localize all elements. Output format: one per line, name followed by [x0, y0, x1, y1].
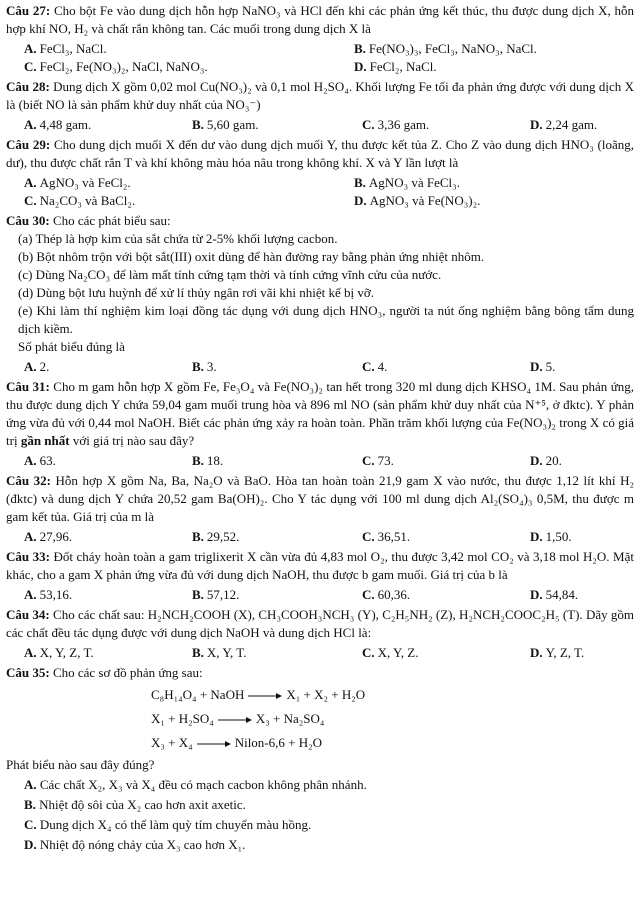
option-d[interactable]: D. AgNO₃ và Fe(NO₃)₂. — [354, 193, 481, 208]
question-ask: Phát biểu nào sau đây đúng? — [6, 757, 155, 772]
question-33 — [6, 548, 634, 584]
options-27 — [6, 40, 634, 76]
question-32 — [6, 472, 634, 526]
options-29 — [6, 174, 634, 210]
option-c[interactable]: C. 73. — [362, 453, 394, 468]
option-b[interactable]: B. 29,52. — [192, 529, 240, 544]
question-stem: Cho các chất sau: H₂NCH₂COOH (X), CH₃COOH₃NCH₃ (Y), C₂H₅NH₂ (Z), H₂NCH₂COOC₂H₅ (T). Dãy gồm các chất đều tác dụng được với dung dịch NaOH và dung dịch HCl là: — [6, 607, 635, 640]
arrow-icon — [197, 740, 231, 748]
reaction-1: C₈H₁₄O₄ + NaOH X₁ + X₂ + H₂O — [151, 687, 366, 702]
statement-c: (c) Dùng Na₂CO₃ để làm mất tính cứng tạm thời và tính cứng vĩnh cửu của nước. — [18, 267, 442, 282]
option-a[interactable]: A. AgNO₃ và FeCl₂. — [24, 175, 131, 190]
option-d[interactable]: D. 1,50. — [530, 529, 572, 544]
option-c[interactable]: C. 36,51. — [362, 529, 411, 544]
option-a[interactable]: A. FeCl₃, NaCl. — [24, 41, 107, 56]
option-c[interactable]: C. FeCl₂, Fe(NO₃)₂, NaCl, NaNO₃. — [24, 59, 208, 74]
question-stem: Hỗn hợp X gồm Na, Ba, Na₂O và BaO. Hòa tan hoàn toàn 21,9 gam X vào nước, thu được 1,12 lít khí H₂ (đktc) và dung dịch Y chứa 20,52 gam Ba(OH)₂. Cho Y tác dụng với 100 ml dung dịch Al₂(SO₄)₃ 0,5M, thu được m gam kết tủa. Giá trị của m là — [6, 473, 634, 524]
emphasis: gần nhất — [20, 433, 70, 448]
question-27 — [6, 2, 634, 38]
option-b[interactable]: B. 57,12. — [192, 587, 240, 602]
question-ask: Số phát biểu đúng là — [18, 339, 125, 354]
option-a[interactable]: A. 63. — [24, 453, 56, 468]
option-b[interactable]: B. 5,60 gam. — [192, 117, 259, 132]
options-33 — [6, 586, 634, 604]
answer-b[interactable]: B. Nhiệt độ sôi của X₂ cao hơn axit axetic. — [24, 797, 246, 812]
statement-d: (d) Dùng bột lưu huỳnh để xử lí thủy ngân rơi vãi khi nhiệt kế bị vỡ. — [18, 285, 375, 300]
statement-a: (a) Thép là hợp kim của sắt chứa từ 2-5% khối lượng cacbon. — [18, 231, 338, 246]
option-c[interactable]: C. 60,36. — [362, 587, 411, 602]
reaction-2: X₁ + H₂SO₄ X₃ + Na₂SO₄ — [151, 711, 325, 726]
arrow-icon — [248, 692, 282, 700]
options-32 — [6, 528, 634, 546]
option-d[interactable]: D. Y, Z, T. — [530, 645, 585, 660]
option-b[interactable]: B. X, Y, T. — [192, 645, 247, 660]
question-stem: Cho bột Fe vào dung dịch hỗn hợp NaNO₃ và HCl đến khi các phản ứng kết thúc, thu được dung dịch X, hỗn hợp khí NO, H₂ và chất rắn không tan. Các muối trong dung dịch X là — [6, 3, 635, 36]
question-number: Câu 31: — [6, 379, 50, 394]
question-stem: Đốt cháy hoàn toàn a gam triglixerit X cần vừa đủ 4,83 mol O₂, thu được 3,42 mol CO₂ và 3,18 mol H₂O. Mặt khác, cho a gam X phản ứng vừa đủ với dung dịch NaOH, thu được b gam muối. Giá trị của b là — [6, 549, 634, 582]
option-a[interactable]: A. 2. — [24, 359, 50, 374]
option-c[interactable]: C. 4. — [362, 359, 388, 374]
option-c[interactable]: C. 3,36 gam. — [362, 117, 430, 132]
question-number: Câu 32: — [6, 473, 51, 488]
option-a[interactable]: A. X, Y, Z, T. — [24, 645, 94, 660]
option-b[interactable]: B. 18. — [192, 453, 224, 468]
option-b[interactable]: B. 3. — [192, 359, 217, 374]
question-number: Câu 27: — [6, 3, 51, 18]
options-28 — [6, 116, 634, 134]
question-number: Câu 29: — [6, 137, 51, 152]
question-number: Câu 28: — [6, 79, 50, 94]
question-stem-end: với giá trị nào sau đây? — [72, 433, 195, 448]
question-number: Câu 35: — [6, 665, 50, 680]
answer-a[interactable]: A. Các chất X₂, X₃ và X₄ đều có mạch cacbon không phân nhánh. — [24, 777, 367, 792]
question-stem: Cho m gam hỗn hợp X gồm Fe, Fe₃O₄ và Fe(NO₃)₂ tan hết trong 320 ml dung dịch KHSO₄ 1M. Sau phản ứng, thu được dung dịch Y chứa 59,04 gam muối trung hòa và 896 ml NO (sản phẩm khử duy nhất của N⁺⁵, ở đktc). Y phản ứng vừa đủ với 0,44 mol NaOH. Biết các phản ứng xảy ra hoàn toàn. Phần trăm khối lượng của Fe(NO₃)₂ trong X có giá trị — [6, 379, 635, 448]
option-d[interactable]: D. 54,84. — [530, 587, 579, 602]
question-stem: Cho dung dịch muối X đến dư vào dung dịch muối Y, thu được kết tủa Z. Cho Z vào dung dịch HNO₃ (loãng, dư), thu được chất rắn T và khí không màu hóa nâu trong không khí. X và Y lần lượt là — [6, 137, 635, 170]
question-29 — [6, 136, 634, 172]
option-a[interactable]: A. 53,16. — [24, 587, 73, 602]
question-number: Câu 34: — [6, 607, 50, 622]
option-d[interactable]: D. 5. — [530, 359, 556, 374]
arrow-icon — [218, 716, 252, 724]
option-c[interactable]: C. Na₂CO₃ và BaCl₂. — [24, 193, 136, 208]
answer-d[interactable]: D. Nhiệt độ nóng chảy của X₃ cao hơn X₁. — [24, 837, 246, 852]
options-34 — [6, 644, 634, 662]
question-number: Câu 33: — [6, 549, 50, 564]
option-c[interactable]: C. X, Y, Z. — [362, 645, 419, 660]
question-stem: Cho các sơ đồ phản ứng sau: — [52, 665, 203, 680]
question-28 — [6, 78, 634, 114]
question-stem: Cho các phát biểu sau: — [52, 213, 171, 228]
question-30 — [6, 212, 634, 230]
option-d[interactable]: D. FeCl₂, NaCl. — [354, 59, 437, 74]
option-a[interactable]: A. 4,48 gam. — [24, 117, 92, 132]
options-31 — [6, 452, 634, 470]
question-35 — [6, 664, 634, 682]
options-30 — [6, 358, 634, 376]
option-d[interactable]: D. 20. — [530, 453, 562, 468]
option-a[interactable]: A. 27,96. — [24, 529, 73, 544]
question-31 — [6, 378, 634, 450]
question-34 — [6, 606, 634, 642]
option-b[interactable]: B. AgNO₃ và FeCl₃. — [354, 175, 460, 190]
answer-c[interactable]: C. Dung dịch X₄ có thể làm quỳ tím chuyển màu hồng. — [24, 817, 312, 832]
option-b[interactable]: B. Fe(NO₃)₃, FeCl₃, NaNO₃, NaCl. — [354, 41, 537, 56]
statement-e: (e) Khi làm thí nghiệm kim loại đồng tác dụng với dung dịch HNO₃, người ta nút ống nghiệm bằng bông tẩm dung dịch kiềm. — [18, 303, 634, 336]
option-d[interactable]: D. 2,24 gam. — [530, 117, 598, 132]
question-number: Câu 30: — [6, 213, 50, 228]
question-stem: Dung dịch X gồm 0,02 mol Cu(NO₃)₂ và 0,1 mol H₂SO₄. Khối lượng Fe tối đa phản ứng được với dung dịch X là (biết NO là sản phẩm khử duy nhất của NO₃⁻) — [6, 79, 634, 112]
reaction-3: X₃ + X₄ Nilon-6,6 + H₂O — [151, 735, 323, 750]
statement-b: (b) Bột nhôm trộn với bột sắt(III) oxit dùng để hàn đường ray bằng phản ứng nhiệt nhôm. — [18, 249, 485, 264]
